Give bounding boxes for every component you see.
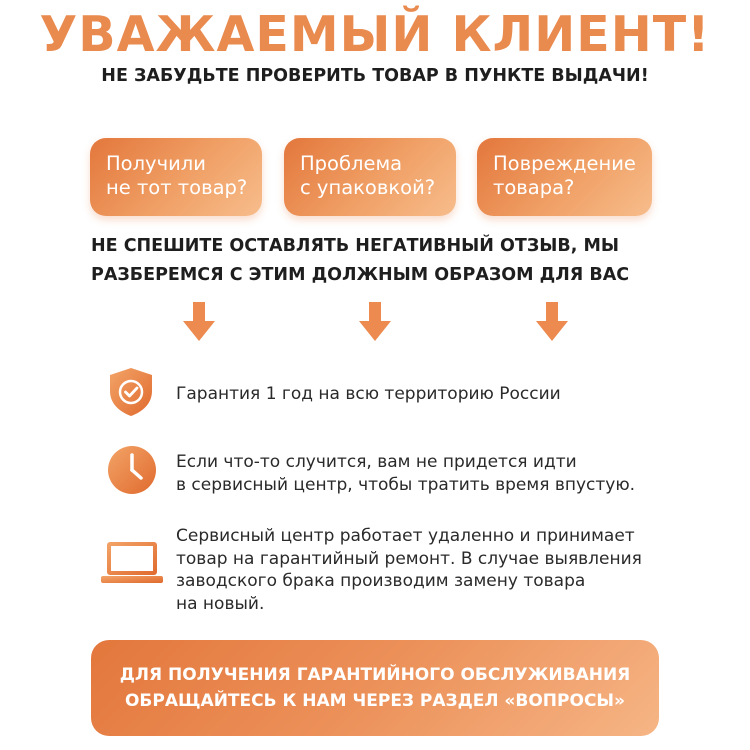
laptop-icon <box>101 541 163 585</box>
feature-text-service: Если что-то случится, вам не придется идти в сервисный центр, чтобы тратить время впустую. <box>176 452 636 495</box>
contact-banner: ДЛЯ ПОЛУЧЕНИЯ ГАРАНТИЙНОГО ОБСЛУЖИВАНИЯ ОБРАЩАЙТЕСЬ К НАМ ЧЕРЕЗ РАЗДЕЛ «ВОПРОСЫ» <box>91 640 659 736</box>
problem-card-wrong-item: Получили не тот товар? <box>90 138 262 216</box>
shield-check-icon <box>108 367 154 417</box>
arrow-down-icon <box>358 302 392 342</box>
clock-icon <box>107 445 157 495</box>
arrow-down-icon <box>535 302 569 342</box>
page-subtitle: НЕ ЗАБУДЬТЕ ПРОВЕРИТЬ ТОВАР В ПУНКТЕ ВЫДАЧИ! <box>101 66 649 86</box>
notice-text: НЕ СПЕШИТЕ ОСТАВЛЯТЬ НЕГАТИВНЫЙ ОТЗЫВ, МЫ РАЗБЕРЕМСЯ С ЭТИМ ДОЛЖНЫМ ОБРАЗОМ ДЛЯ ВАС <box>91 236 630 285</box>
problem-card-packaging: Проблема с упаковкой? <box>284 138 456 216</box>
arrow-down-icon <box>182 302 216 342</box>
feature-text-warranty: Гарантия 1 год на всю территорию России <box>176 384 561 404</box>
feature-text-remote-repair: Сервисный центр работает удаленно и принимает товар на гарантийный ремонт. В случае выявления заводского брака производим замену товара на новый. <box>176 526 642 614</box>
page-title: УВАЖАЕМЫЙ КЛИЕНТ! <box>39 6 711 63</box>
problem-card-damage: Повреждение товара? <box>477 138 652 216</box>
